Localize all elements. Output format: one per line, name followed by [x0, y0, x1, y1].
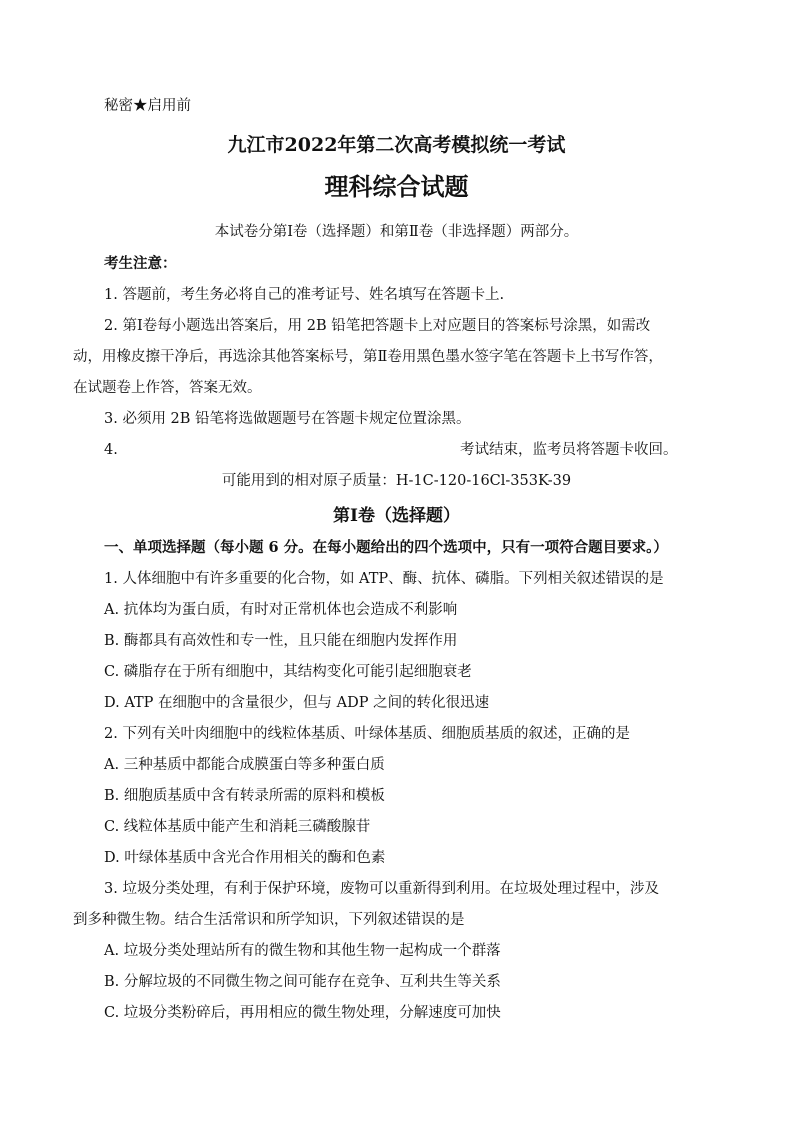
question-1-stem: 1. 人体细胞中有许多重要的化合物，如 ATP、酶、抗体、磷脂。下列相关叙述错误的是	[104, 571, 664, 587]
paper-title: 理科综合试题	[324, 172, 469, 201]
note-2-line-2: 动，用橡皮擦干净后，再选涂其他答案标号，第Ⅱ卷用黑色墨水签字笔在答题卡上书写作答，	[73, 349, 663, 365]
question-1-option-b: B. 酶都具有高效性和专一性，且只能在细胞内发挥作用	[104, 633, 458, 649]
question-1-option-d: D. ATP 在细胞中的含量很少，但与 ADP 之间的转化很迅速	[104, 695, 490, 711]
note-3: 3. 必须用 2B 铅笔将选做题题号在答题卡规定位置涂黑。	[104, 411, 471, 427]
question-2-option-d: D. 叶绿体基质中含光合作用相关的酶和色素	[104, 850, 386, 866]
question-3-option-b: B. 分解垃圾的不同微生物之间可能存在竞争、互利共生等关系	[104, 974, 501, 990]
section-heading: 一、单项选择题（每小题 6 分。在每小题给出的四个选项中，只有一项符合题目要求。）	[104, 539, 668, 556]
question-2-stem: 2. 下列有关叶肉细胞中的线粒体基质、叶绿体基质、细胞质基质的叙述，正确的是	[104, 726, 630, 742]
exam-title: 九江市2022年第二次高考模拟统一考试	[227, 134, 566, 156]
question-1-option-c: C. 磷脂存在于所有细胞中，其结构变化可能引起细胞衰老	[104, 664, 472, 680]
question-3-option-a: A. 垃圾分类处理站所有的微生物和其他生物一起构成一个群落	[104, 943, 501, 959]
question-3-stem-line-1: 3. 垃圾分类处理，有利于保护环境，废物可以重新得到利用。在垃圾处理过程中，涉及	[104, 881, 659, 897]
note-4-text: 考试结束，监考员将答题卡收回。	[460, 442, 678, 458]
question-2-option-b: B. 细胞质基质中含有转录所需的原料和模板	[104, 788, 385, 804]
note-4-number: 4.	[104, 442, 118, 458]
question-2-option-c: C. 线粒体基质中能产生和消耗三磷酸腺苷	[104, 819, 371, 835]
note-1: 1. 答题前，考生务必将自己的准考证号、姓名填写在答题卡上.	[104, 287, 505, 303]
note-2-line-1: 2. 第Ⅰ卷每小题选出答案后，用 2B 铅笔把答题卡上对应题目的答案标号涂黑，如需改	[104, 318, 651, 334]
question-2-option-a: A. 三种基质中都能合成膜蛋白等多种蛋白质	[104, 757, 385, 773]
question-1-option-a: A. 抗体均为蛋白质，有时对正常机体也会造成不利影响	[104, 602, 458, 618]
section-title: 第Ⅰ卷（选择题）	[333, 506, 460, 526]
question-3-option-c: C. 垃圾分类粉碎后，再用相应的微生物处理，分解速度可加快	[104, 1005, 501, 1021]
atomic-mass-line: 可能用到的相对原子质量：H-1C-120-16Cl-353K-39	[221, 473, 572, 489]
note-2-line-3: 在试题卷上作答，答案无效。	[73, 380, 262, 396]
secret-label: 秘密★启用前	[104, 98, 191, 114]
notes-heading: 考生注意：	[104, 255, 177, 272]
question-3-stem-line-2: 到多种微生物。结合生活常识和所学知识，下列叙述错误的是	[73, 912, 465, 928]
intro-text: 本试卷分第Ⅰ卷（选择题）和第Ⅱ卷（非选择题）两部分。	[214, 224, 579, 240]
